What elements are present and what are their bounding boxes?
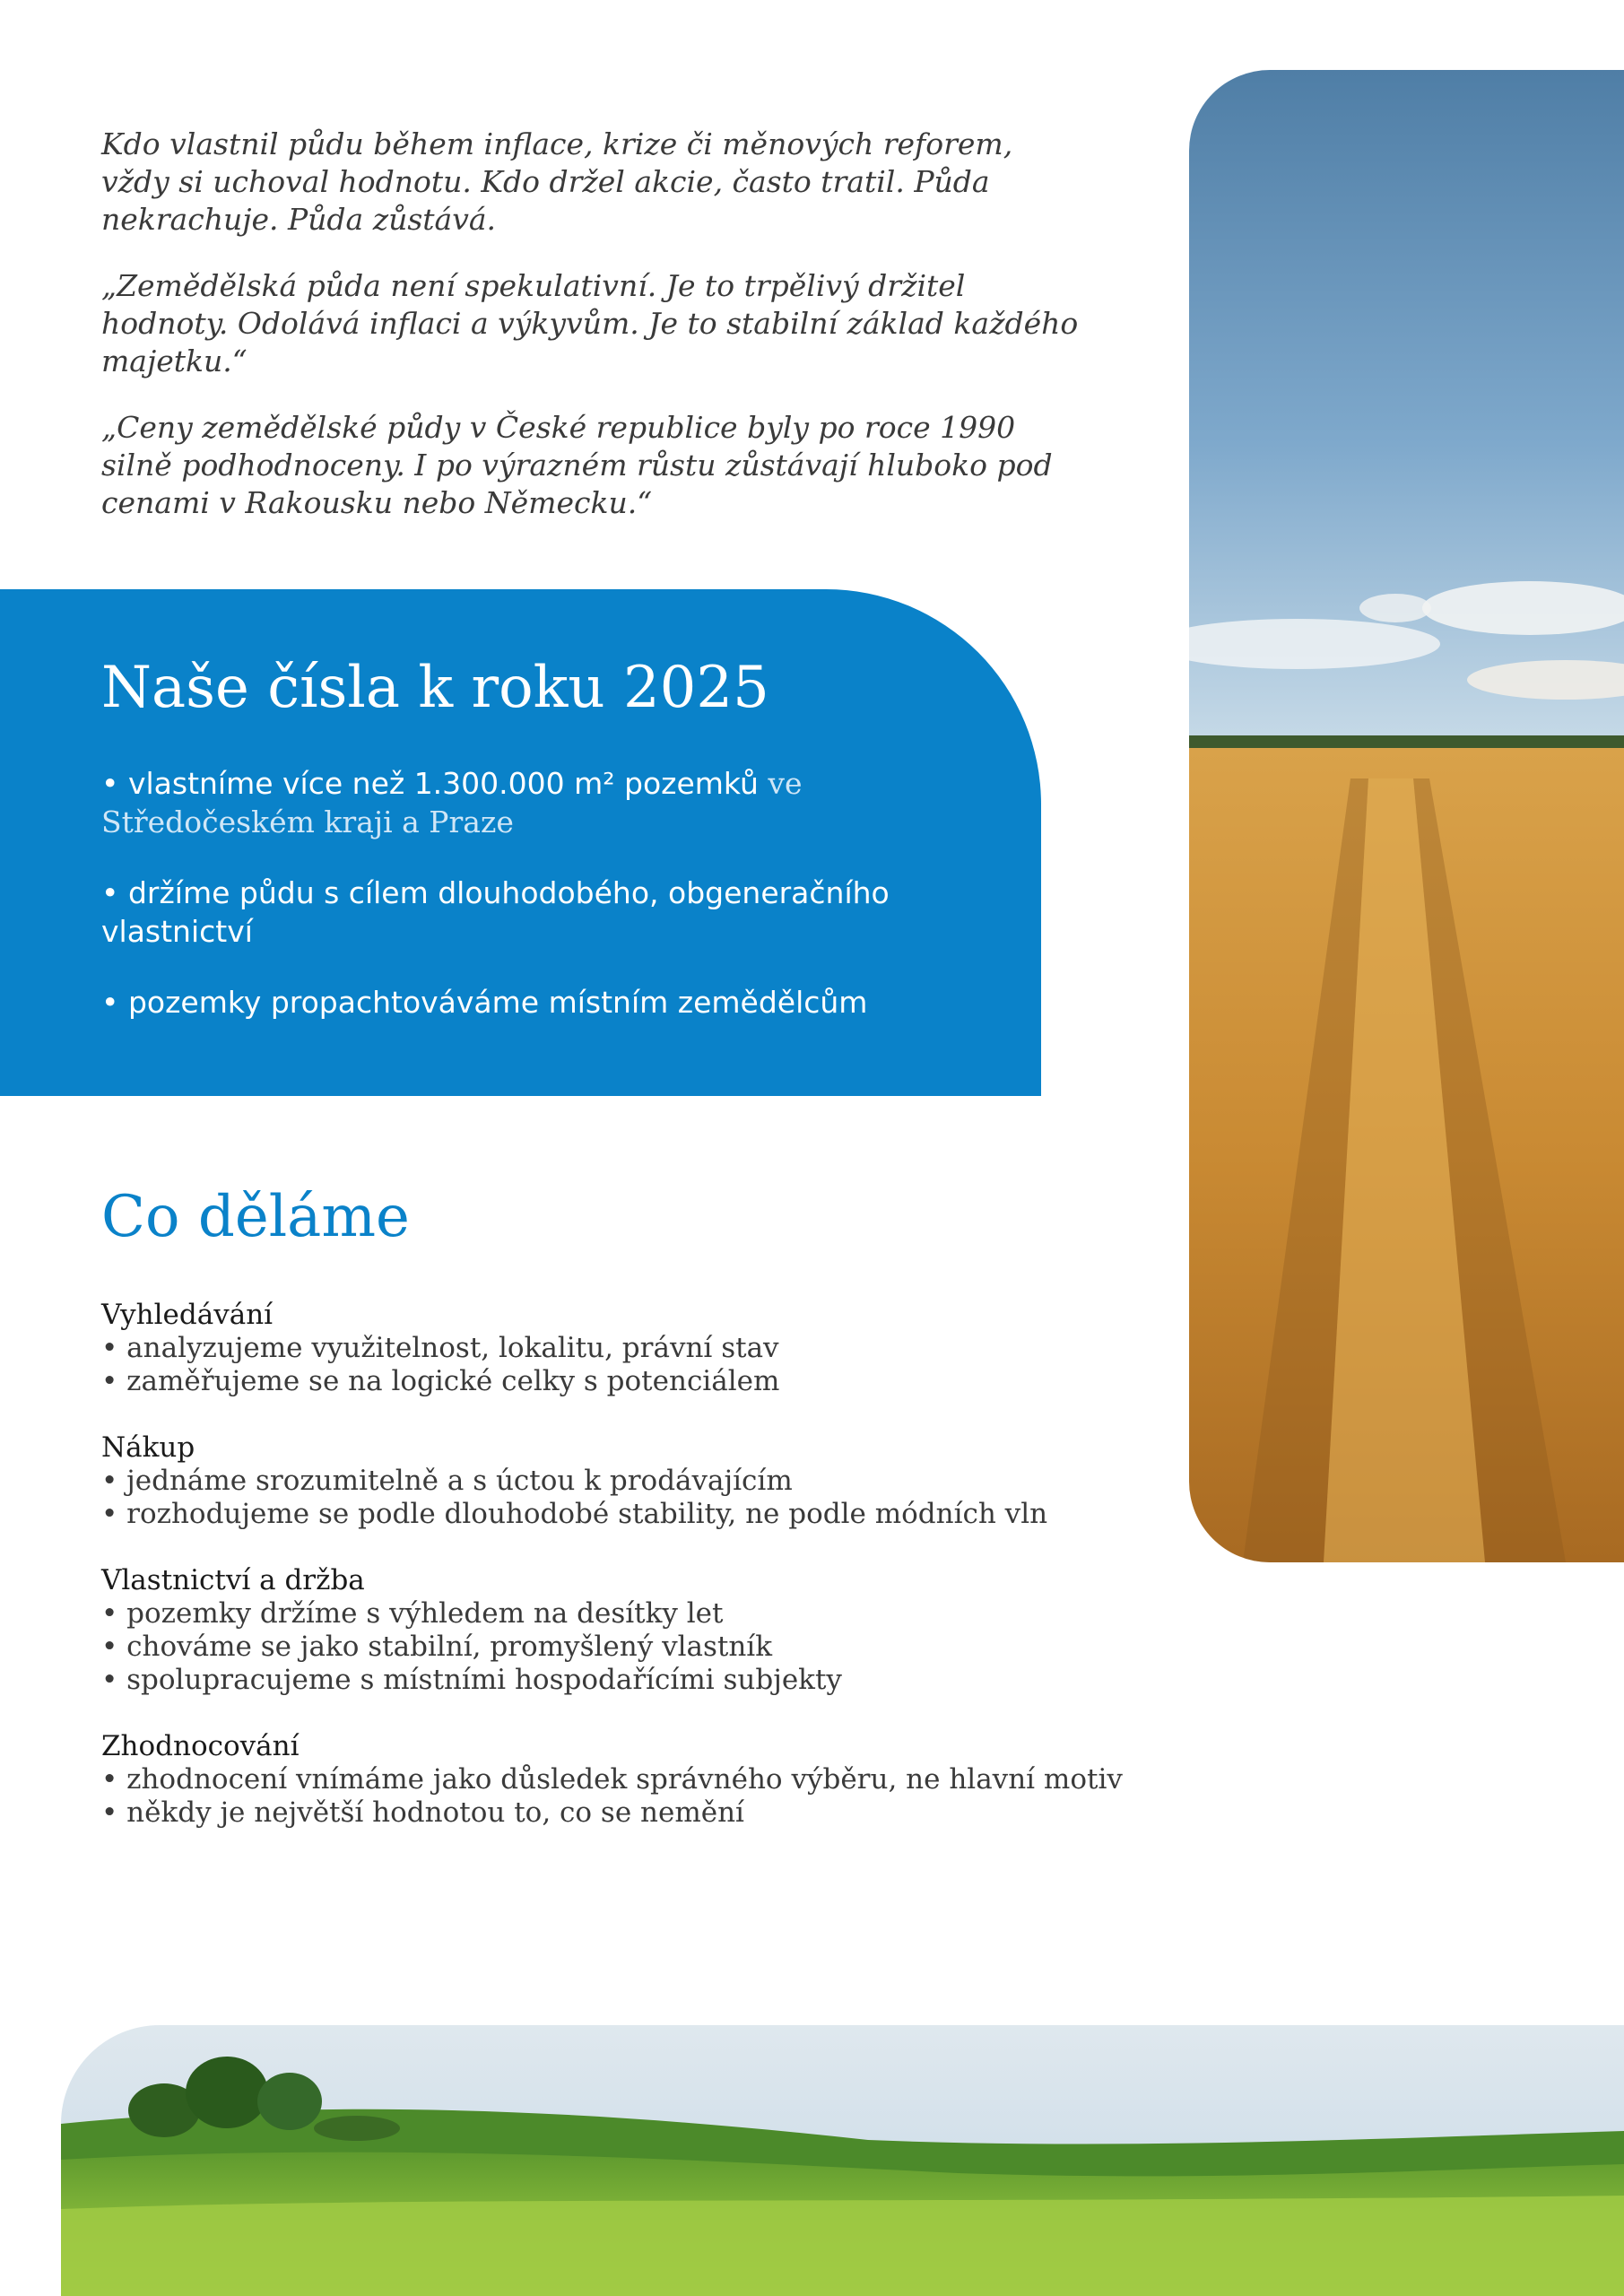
intro-text [101,126,1088,551]
section-item: • zhodnocení vnímáme jako důsledek správného výběru, ne hlavní motiv [101,1763,1123,1796]
section-item: • pozemky držíme s výhledem na desítky let [101,1597,724,1630]
wheat-field-photo [1189,70,1624,1562]
section-item: • zaměřujeme se na logické celky s potenciálem [101,1365,780,1397]
numbers-item: • pozemky propachtováváme místním zemědělcům [101,985,868,1020]
numbers-item [101,764,980,841]
green-meadow-photo [61,2025,1624,2296]
section-purchase [101,1431,1177,1531]
section-heading: Vlastnictví a držba [101,1564,365,1596]
what-we-do-sections [101,1299,1177,1863]
numbers-title: Naše čísla k roku 2025 [101,655,769,721]
section-heading: Vyhledávání [101,1299,274,1331]
intro-quote: „Zemědělská půda není spekulativní. Je to trpělivý držitel hodnoty. Odolává inflaci a výkyvům. Je to stabilní základ každého majetku.“ [101,268,1079,378]
section-item: • analyzujeme využitelnost, lokalitu, právní stav [101,1332,779,1364]
section-item: • chováme se jako stabilní, promyšlený vlastník [101,1631,773,1663]
what-we-do-title: Co děláme [101,1184,410,1250]
section-heading: Nákup [101,1431,195,1464]
section-item: • jednáme srozumitelně a s úctou k prodávajícím [101,1465,793,1497]
intro-paragraph: Kdo vlastnil půdu během inflace, krize či měnových reforem, vždy si uchoval hodnotu. Kdo držel akcie, často tratil. Půda nekrachuje. Půda zůstává. [101,126,1013,237]
numbers-item-light: ve Středočeském kraji a Praze [101,766,803,839]
numbers-list [101,764,980,1054]
section-heading: Zhodnocování [101,1730,300,1762]
numbers-item: • držíme půdu s cílem dlouhodobého, obgeneračního vlastnictví [101,875,890,949]
section-ownership [101,1564,1177,1697]
numbers-item-bold: • vlastníme více než 1.300.000 m² pozemků [101,766,759,801]
section-appreciation [101,1730,1177,1830]
section-item: • někdy je největší hodnotou to, co se nemění [101,1796,744,1829]
section-search [101,1299,1177,1398]
section-item: • spolupracujeme s místními hospodařícími subjekty [101,1664,842,1696]
section-item: • rozhodujeme se podle dlouhodobé stability, ne podle módních vln [101,1498,1048,1530]
intro-quote: „Ceny zemědělské půdy v České republice byly po roce 1990 silně podhodnoceny. I po výrazném růstu zůstávají hluboko pod cenami v Rakousku nebo Německu.“ [101,410,1053,520]
